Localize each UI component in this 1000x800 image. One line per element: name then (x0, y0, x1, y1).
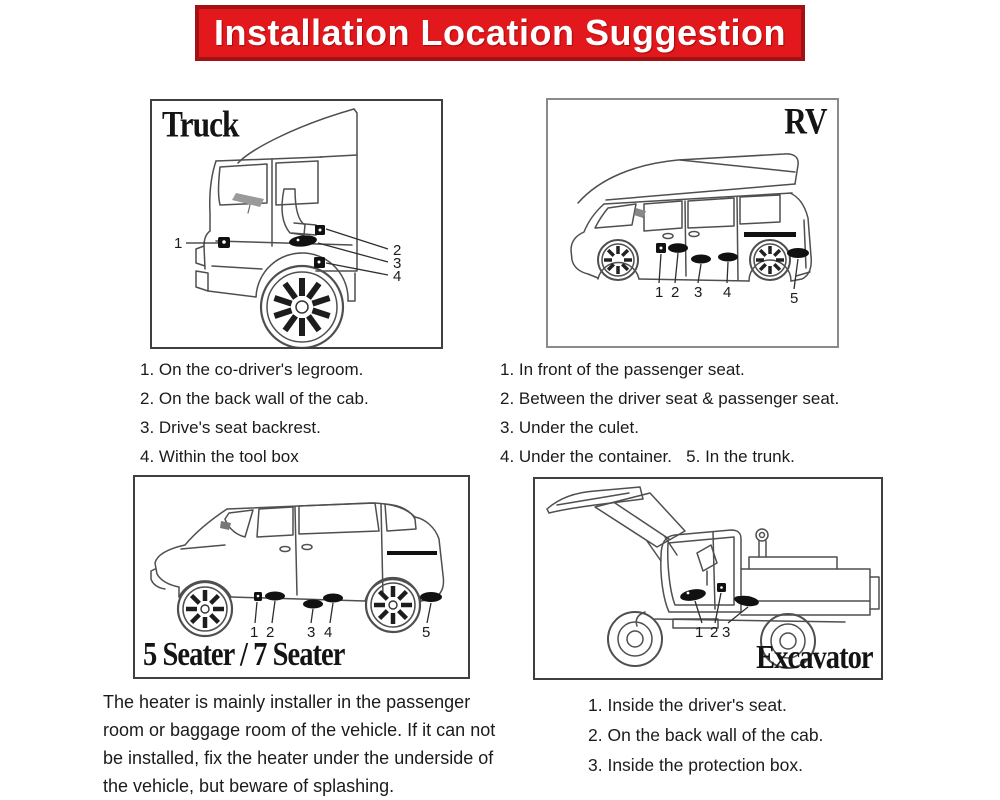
footnote-line: room or baggage room of the vehicle. If it can not (103, 720, 496, 740)
rv-notes-list (500, 355, 839, 471)
seater-side-stripe (387, 551, 437, 555)
excavator-outline (547, 487, 879, 628)
marker-label-3: 3 (722, 624, 731, 641)
list-item: 2. On the back wall of the cab. (140, 389, 369, 408)
marker-label-2: 2 (671, 284, 680, 301)
marker-label-5: 5 (422, 624, 431, 641)
seater-front-wheel (178, 582, 232, 636)
truck-panel (150, 99, 443, 349)
list-item: 2. Between the driver seat & passenger seat. (500, 389, 840, 408)
footnote-line: be installed, fix the heater under the underside of (103, 748, 494, 768)
list-item: 2. On the back wall of the cab. (588, 725, 824, 745)
heater-dot-3 (691, 255, 711, 264)
excavator-panel (533, 477, 883, 680)
footnote-line: the vehicle, but beware of splashing. (103, 776, 395, 796)
heater-dot-2 (668, 243, 688, 253)
rv-front-wheel (598, 240, 638, 280)
marker-label-2: 2 (710, 624, 719, 641)
list-item: 1. In front of the passenger seat. (500, 360, 745, 379)
marker-label-5: 5 (790, 290, 799, 307)
title-banner (195, 5, 805, 61)
list-item: 3. Inside the protection box. (588, 755, 803, 775)
marker-label-3: 3 (694, 284, 703, 301)
marker-label-1: 1 (250, 624, 259, 641)
marker-label-1: 1 (695, 624, 704, 641)
marker-label-2: 2 (266, 624, 275, 641)
excavator-notes-list (588, 690, 823, 780)
heater-dot-4 (718, 253, 738, 262)
list-item: 3. Drive's seat backrest. (140, 418, 321, 437)
truck-wheel (261, 266, 343, 347)
heater-dot-3 (289, 234, 318, 248)
marker-label-4: 4 (723, 284, 732, 301)
truck-title: Truck (162, 105, 239, 146)
list-item: 4. Under the container. 5. In the trunk. (500, 447, 795, 466)
rv-title: RV (784, 102, 827, 143)
seater-title: 5 Seater / 7 Seater (143, 635, 345, 673)
list-item: 1. Inside the driver's seat. (588, 695, 787, 715)
heater-dot-5 (787, 248, 809, 258)
footnote-line: The heater is mainly installer in the passenger (103, 692, 471, 712)
truck-mirror-stem (248, 205, 250, 213)
marker-label-3: 3 (307, 624, 316, 641)
marker-label-1: 1 (174, 235, 183, 252)
seater-panel (133, 475, 470, 679)
seater-rear-wheel (366, 578, 420, 632)
list-item: 4. Within the tool box (140, 447, 299, 466)
excavator-title: Excavator (756, 638, 873, 676)
marker-label-4: 4 (324, 624, 333, 641)
marker-label-1: 1 (655, 284, 664, 301)
marker-label-3: 3 (393, 255, 402, 272)
heater-dot-2 (265, 592, 285, 601)
rv-side-stripe (744, 232, 796, 237)
marker-label-4: 4 (393, 268, 402, 285)
poster-title: Installation Location Suggestion (213, 12, 786, 53)
list-item: 3. Under the culet. (500, 418, 639, 437)
heater-dot-1 (679, 587, 707, 602)
heater-dot-4 (323, 594, 343, 603)
heater-dot-3 (303, 600, 323, 609)
excavator-front-wheel (608, 612, 662, 666)
rv-outline (571, 154, 811, 281)
truck-notes-list (140, 355, 369, 471)
rv-panel (546, 98, 839, 348)
list-item: 1. On the co-driver's legroom. (140, 360, 364, 379)
footnote-paragraph (103, 688, 495, 800)
heater-dot-5 (420, 592, 442, 602)
seater-mirror (220, 521, 231, 530)
marker-label-2: 2 (393, 242, 402, 259)
